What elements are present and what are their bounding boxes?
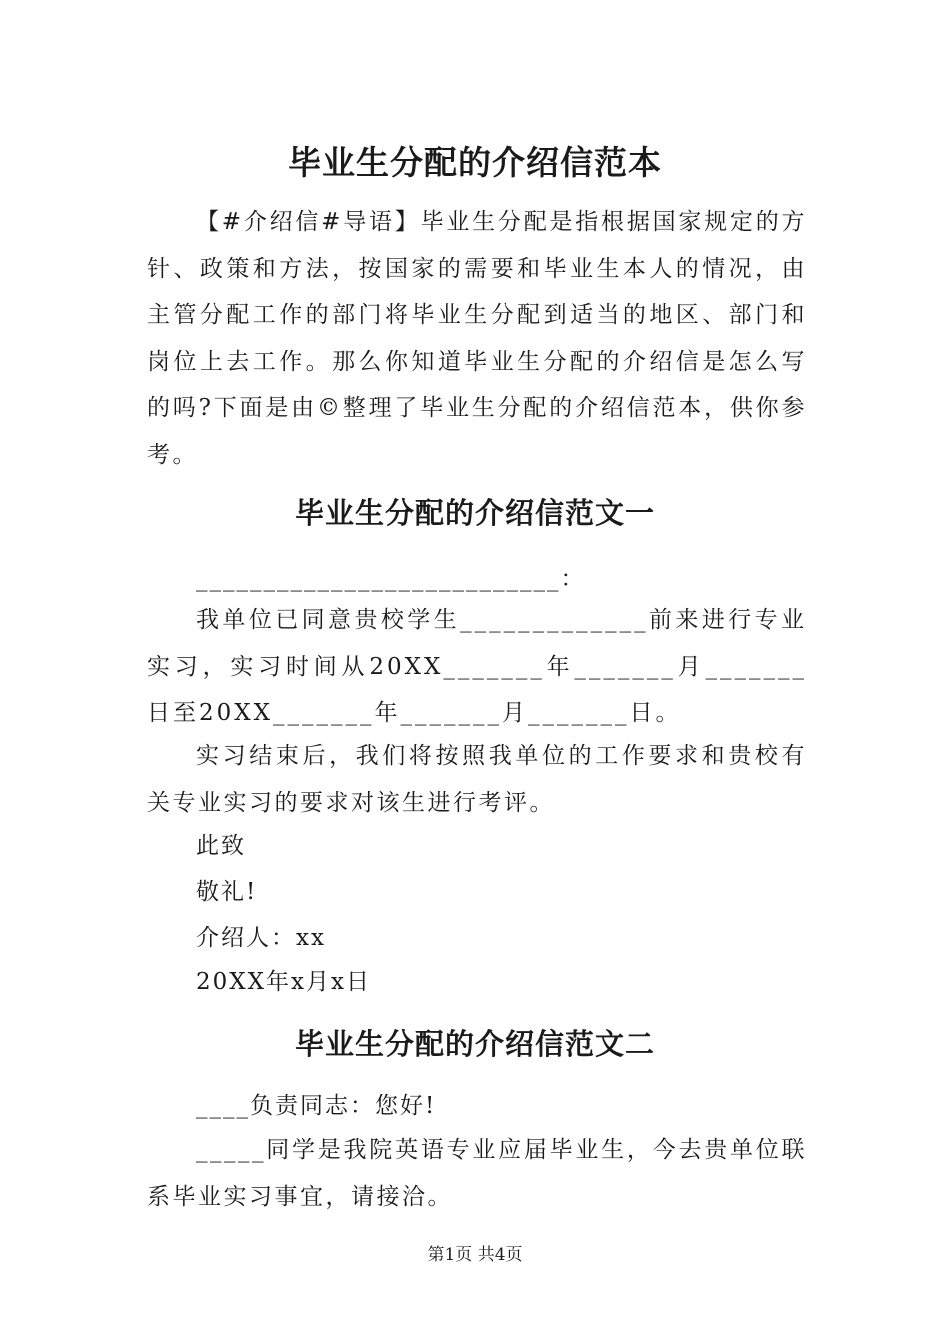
closing-line-2: 敬礼!	[196, 879, 258, 905]
section-1-body-2: 实习结束后，我们将按照我单位的工作要求和贵校有关专业实习的要求对该生进行考评。	[147, 743, 807, 816]
date-line: 20XX年x月x日	[196, 969, 371, 995]
section-1-heading: 毕业生分配的介绍信范文一	[294, 496, 655, 530]
document-title: 毕业生分配的介绍信范本	[288, 143, 662, 182]
closing-line-1: 此致	[196, 833, 246, 859]
section-1-salutation: ___________________________：	[196, 566, 586, 592]
signer-line: 介绍人：xx	[196, 925, 326, 951]
section-2-body-1: _____同学是我院英语专业应届毕业生，今去贵单位联系毕业实习事宜，请接洽。	[147, 1137, 807, 1210]
section-2-salutation: ____负责同志：您好!	[196, 1093, 437, 1119]
section-1-body-1: 我单位已同意贵校学生_____________前来进行专业实习，实习时间从20XX_______年_______月_______日至20XX_______年_______月_______日。	[147, 607, 807, 726]
intro-paragraph: 【#介绍信#导语】毕业生分配是指根据国家规定的方针、政策和方法，按国家的需要和毕业生本人的情况，由主管分配工作的部门将毕业生分配到适当的地区、部门和岗位上去工作。那么你知道毕业生分配的介绍信是怎么写的吗?下面是由©整理了毕业生分配的介绍信范本，供你参考。	[147, 209, 807, 468]
page-footer: 第1页 共4页	[427, 1245, 523, 1265]
section-2-heading: 毕业生分配的介绍信范文二	[294, 1027, 655, 1061]
